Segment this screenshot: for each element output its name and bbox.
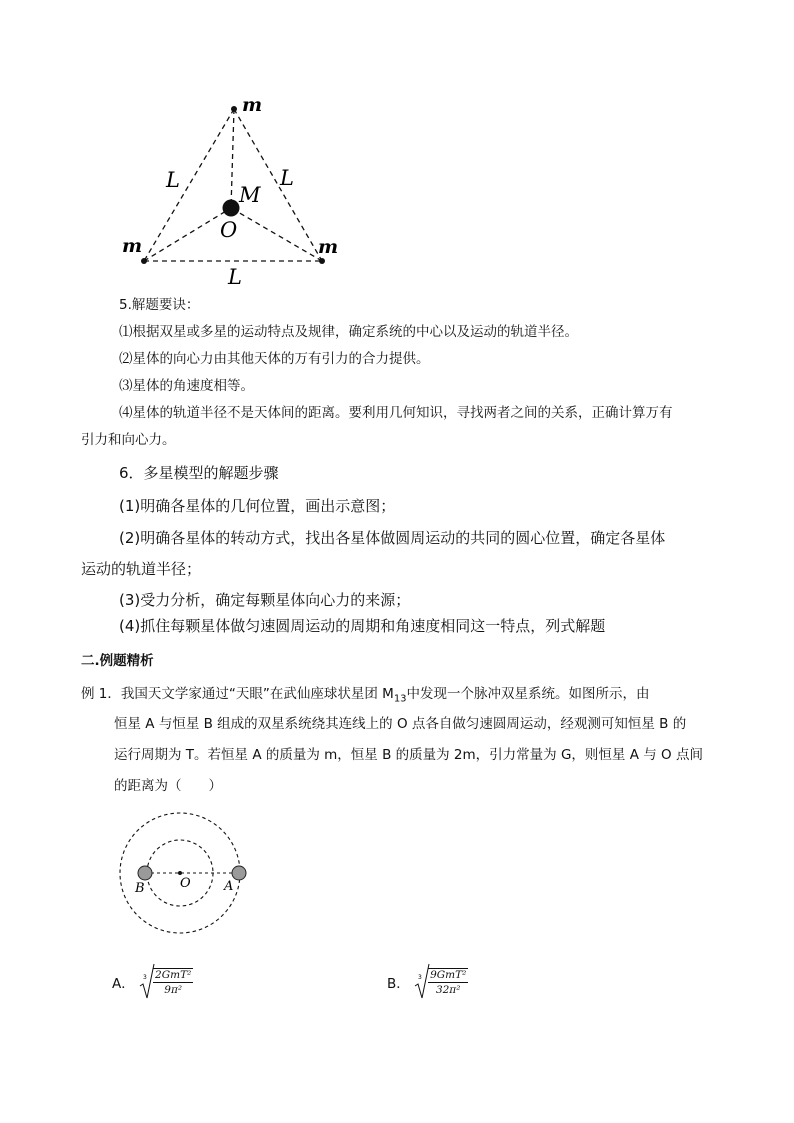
- option-b-letter: B．: [387, 976, 410, 992]
- label-center-mass: M: [239, 183, 261, 207]
- binary-star-figure: [110, 810, 260, 936]
- label-a: A: [224, 879, 234, 894]
- label-top-mass: m: [242, 94, 263, 116]
- option-b-denominator: 32π²: [435, 984, 461, 996]
- star-a: [232, 866, 246, 880]
- triple-star-figure: [110, 92, 370, 292]
- steps-item-3: (3)受力分析，确定每颗星体向心力的来源；: [119, 591, 411, 609]
- example-line-1-a: 例 1．我国天文学家通过“天眼”在武仙座球状星团 M: [81, 686, 394, 702]
- example-line-1: [81, 682, 650, 705]
- tips-item-4: ⑷星体的轨道半径不是天体间的距离。要利用几何知识，寻找两者之间的关系，正确计算万有: [119, 405, 673, 421]
- option-a[interactable]: [112, 962, 193, 1002]
- example-m13-subscript: 13: [393, 693, 407, 705]
- tips-heading: 5.解题要诀：: [119, 297, 200, 313]
- steps-item-2: (2)明确各星体的转动方式，找出各星体做圆周运动的共同的圆心位置，确定各星体: [119, 529, 666, 547]
- label-side-bottom: L: [228, 265, 242, 289]
- center-point: [178, 871, 182, 875]
- tips-item-3: ⑶星体的角速度相等。: [119, 378, 254, 394]
- example-line-3: 运行周期为 T。若恒星 A 的质量为 m，恒星 B 的质量为 2m，引力常量为 G，则恒星 A 与 O 点间: [114, 747, 703, 763]
- option-b[interactable]: [387, 962, 468, 1002]
- star-top: [231, 106, 237, 112]
- star-b: [138, 866, 152, 880]
- tips-item-4-cont: 引力和向心力。: [81, 432, 176, 448]
- label-center-o: O: [220, 218, 238, 242]
- star-left: [141, 258, 147, 264]
- example-line-4: 的距离为（ ）: [114, 778, 222, 794]
- median-right: [231, 208, 322, 261]
- option-a-denominator: 9π²: [164, 984, 183, 996]
- tips-item-2: ⑵星体的向心力由其他天体的万有引力的合力提供。: [119, 351, 430, 367]
- steps-heading: 6．多星模型的解题步骤: [119, 464, 279, 482]
- label-right-mass: m: [318, 236, 339, 258]
- option-a-numerator: 2GmT²: [155, 969, 192, 981]
- option-a-letter: A．: [112, 976, 135, 992]
- svg-text:3: 3: [143, 974, 147, 981]
- option-b-numerator: 9GmT²: [430, 969, 467, 981]
- steps-item-4: (4)抓住每颗星体做匀速圆周运动的周期和角速度相同这一特点，列式解题: [119, 617, 606, 635]
- star-right: [319, 258, 325, 264]
- label-left-mass: m: [122, 235, 143, 257]
- median-top: [231, 109, 234, 208]
- tips-item-1: ⑴根据双星或多星的运动特点及规律，确定系统的中心以及运动的轨道半径。: [119, 324, 578, 340]
- label-side-right: L: [280, 166, 294, 190]
- center-star: [223, 200, 240, 217]
- svg-text:3: 3: [418, 974, 422, 981]
- steps-item-2-cont: 运动的轨道半径；: [81, 560, 202, 578]
- steps-item-1: (1)明确各星体的几何位置，画出示意图；: [119, 497, 396, 515]
- label-o: O: [180, 876, 191, 891]
- median-left: [144, 208, 231, 261]
- label-side-left: L: [166, 168, 180, 192]
- section-heading: 二.例题精析: [81, 653, 154, 669]
- label-b: B: [135, 881, 145, 896]
- example-line-2: 恒星 A 与恒星 B 组成的双星系统绕其连线上的 O 点各自做匀速圆周运动，经观测可知恒星 B 的: [114, 716, 687, 732]
- example-line-1-b: 中发现一个脉冲双星系统。如图所示，由: [406, 686, 650, 702]
